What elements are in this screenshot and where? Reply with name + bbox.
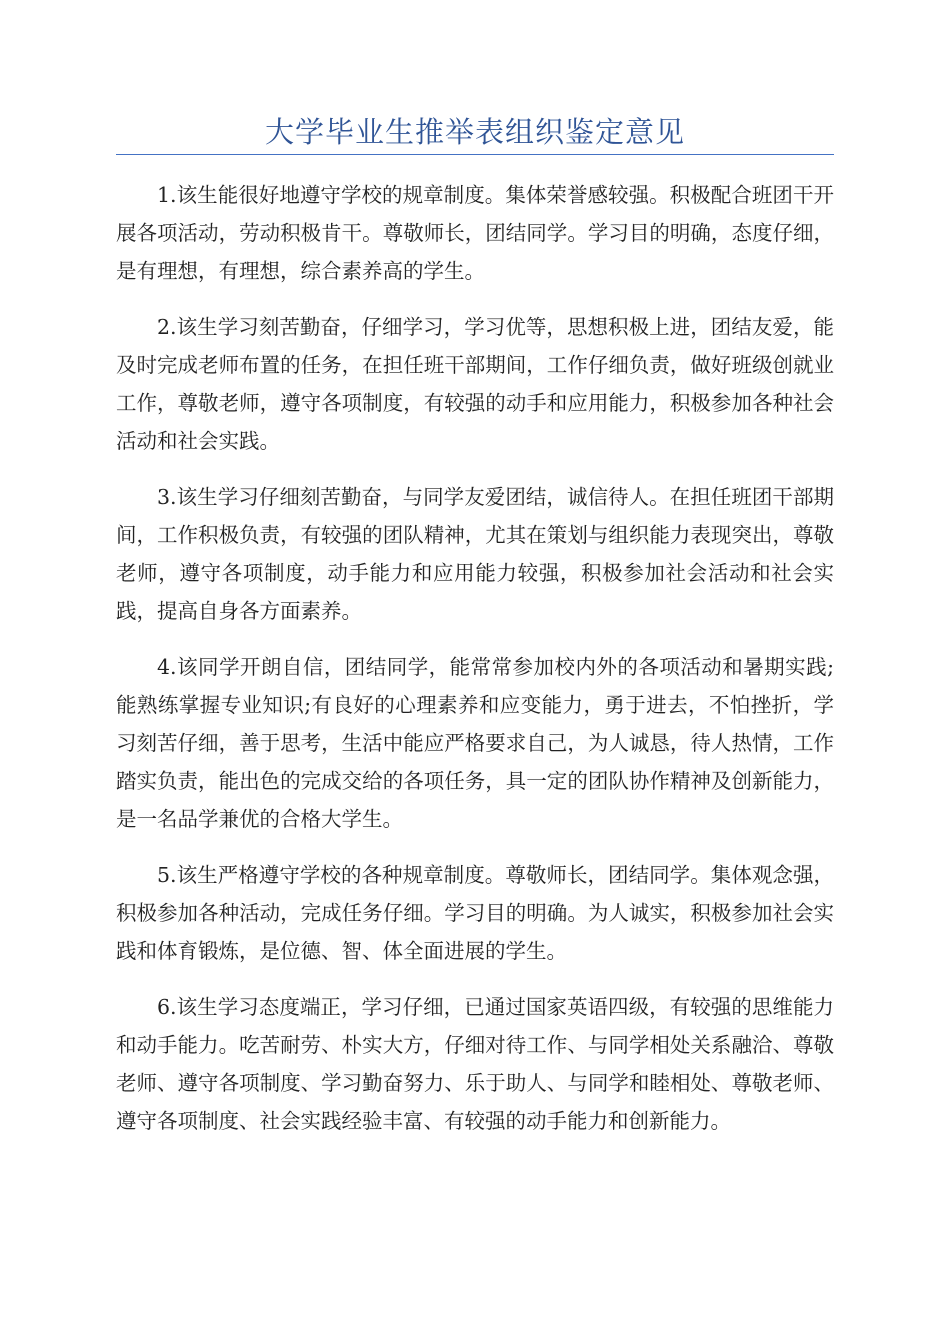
paragraph-2: 2.该生学习刻苦勤奋，仔细学习，学习优等，思想积极上进，团结友爱，能及时完成老师布置的任务，在担任班干部期间，工作仔细负责，做好班级创就业工作，尊敬老师，遵守各项制度，有较强的动手和应用能力，积极参加各种社会活动和社会实践。 bbox=[116, 315, 834, 453]
paragraph-1: 1.该生能很好地遵守学校的规章制度。集体荣誉感较强。积极配合班团干开展各项活动，劳动积极肯干。尊敬师长，团结同学。学习目的明确，态度仔细，是有理想，有理想，综合素养高的学生。 bbox=[116, 183, 834, 283]
paragraph-6: 6.该生学习态度端正，学习仔细，已通过国家英语四级，有较强的思维能力和动手能力。吃苦耐劳、朴实大方，仔细对待工作、与同学相处关系融洽、尊敬老师、遵守各项制度、学习勤奋努力、乐于助人、与同学和睦相处、尊敬老师、遵守各项制度、社会实践经验丰富、有较强的动手能力和创新能力。 bbox=[116, 995, 834, 1133]
paragraph-4: 4.该同学开朗自信，团结同学，能常常参加校内外的各项活动和暑期实践;能熟练掌握专业知识;有良好的心理素养和应变能力，勇于进去，不怕挫折，学习刻苦仔细，善于思考，生活中能应严格要求自己，为人诚恳，待人热情，工作踏实负责，能出色的完成交给的各项任务，具一定的团队协作精神及创新能力，是一名品学兼优的合格大学生。 bbox=[116, 655, 834, 831]
paragraph-3: 3.该生学习仔细刻苦勤奋，与同学友爱团结，诚信待人。在担任班团干部期间，工作积极负责，有较强的团队精神，尤其在策划与组织能力表现突出，尊敬老师，遵守各项制度，动手能力和应用能力较强，积极参加社会活动和社会实践，提高自身各方面素养。 bbox=[116, 485, 834, 623]
document-title: 大学毕业生推举表组织鉴定意见 bbox=[264, 115, 685, 149]
paragraph-5: 5.该生严格遵守学校的各种规章制度。尊敬师长，团结同学。集体观念强，积极参加各种活动，完成任务仔细。学习目的明确。为人诚实，积极参加社会实践和体育锻炼，是位德、智、体全面进展的学生。 bbox=[116, 863, 834, 963]
document-body bbox=[116, 176, 834, 1158]
title-underline bbox=[116, 154, 834, 155]
